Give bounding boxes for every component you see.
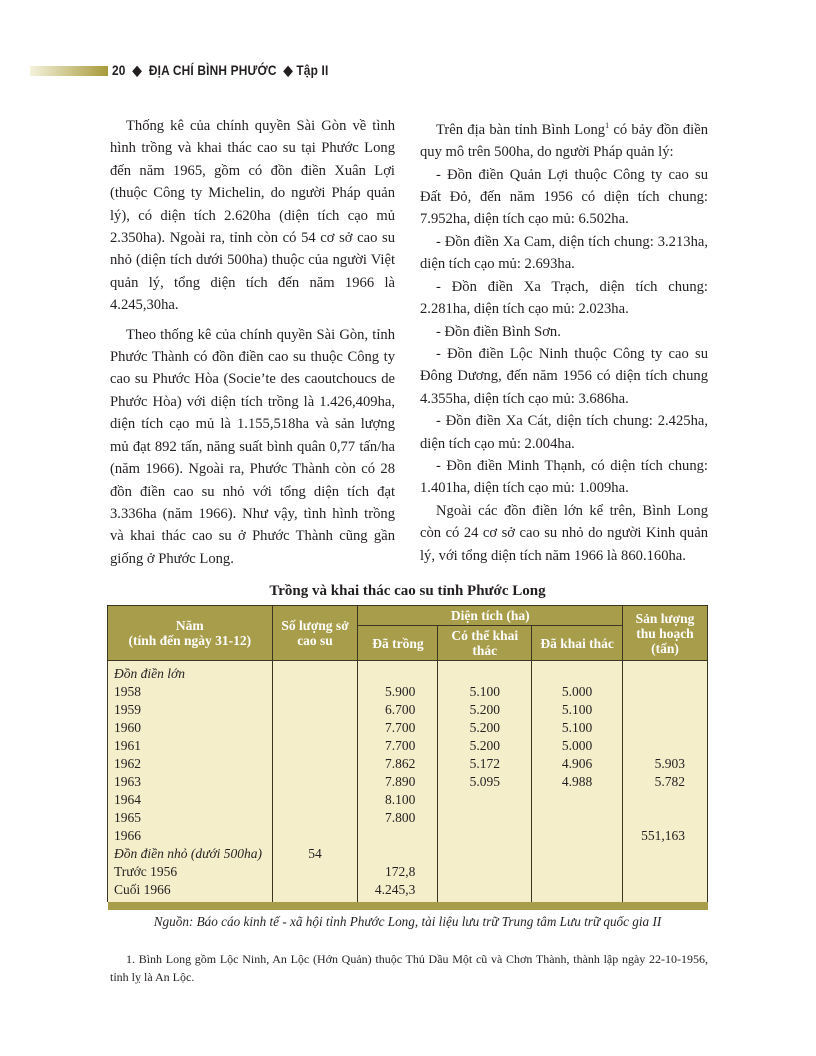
cell-exploitable (438, 863, 532, 881)
cell-exploitable (438, 791, 532, 809)
cell-tapped: 5.000 (532, 737, 623, 755)
cell-planted (358, 661, 438, 684)
cell-planted: 7.700 (358, 719, 438, 737)
cell-tapped (532, 827, 623, 845)
table-row (108, 737, 708, 755)
header-output: Sản lượng thu hoạch (tấn) (623, 606, 708, 661)
cell-label: 1958 (108, 683, 273, 701)
text: Trên địa bàn tỉnh Bình Long (436, 121, 606, 138)
list-item: - Đồn điền Xa Cát, diện tích chung: 2.425ha, diện tích cạo mủ: 2.004ha. (420, 413, 708, 452)
cell-exploitable: 5.200 (438, 719, 532, 737)
table-source: Nguồn: Báo cáo kinh tế - xã hội tỉnh Phước Long, tài liệu lưu trữ Trung tâm Lưu trữ quốc gia II (153, 914, 662, 929)
cell-planted: 5.900 (358, 683, 438, 701)
table-caption: Trồng và khai thác cao su tỉnh Phước Long (269, 583, 546, 599)
cell-count (272, 683, 358, 701)
list-item: - Đồn điền Lộc Ninh thuộc Công ty cao su Đông Dương, đến năm 1956 có diện tích chung 4.355ha, diện tích cạo mủ: 3.686ha. (420, 345, 708, 407)
header-text: (tính đến ngày 31-12) (128, 633, 252, 648)
table-row (108, 719, 708, 737)
cell-label: Cuối 1966 (108, 881, 273, 902)
table-footer-bar (108, 902, 708, 910)
cell-exploitable: 5.095 (438, 773, 532, 791)
header-count: Số lượng sở cao su (272, 606, 358, 661)
header-area: Diện tích (ha) (358, 606, 623, 626)
cell-output (623, 863, 708, 881)
cell-tapped (532, 809, 623, 827)
cell-tapped (532, 881, 623, 902)
cell-label: Đồn điền lớn (108, 661, 273, 684)
bullet-icon: ◆ (132, 62, 142, 78)
cell-tapped: 5.100 (532, 719, 623, 737)
cell-output: 551,163 (623, 827, 708, 845)
cell-label: 1960 (108, 719, 273, 737)
cell-tapped: 4.988 (532, 773, 623, 791)
cell-count (272, 737, 358, 755)
cell-count (272, 661, 358, 684)
cell-count (272, 701, 358, 719)
cell-planted: 8.100 (358, 791, 438, 809)
cell-exploitable (438, 661, 532, 684)
rubber-table (107, 605, 708, 910)
list-item: - Đồn điền Xa Trạch, diện tích chung: 2.281ha, diện tích cạo mủ: 2.023ha. (420, 278, 708, 318)
cell-exploitable (438, 827, 532, 845)
cell-tapped (532, 661, 623, 684)
cell-exploitable (438, 881, 532, 902)
cell-exploitable: 5.200 (438, 737, 532, 755)
cell-output: 5.782 (623, 773, 708, 791)
cell-tapped: 5.000 (532, 683, 623, 701)
cell-tapped (532, 845, 623, 863)
table-row (108, 773, 708, 791)
cell-label: 1965 (108, 809, 273, 827)
footnote: 1. Bình Long gồm Lộc Ninh, An Lộc (Hớn Quản) thuộc Thủ Dầu Một cũ và Chơn Thành, thành lập ngày 22-10-1956, tỉnh lỵ là An Lộc. (110, 952, 708, 984)
cell-planted: 7.890 (358, 773, 438, 791)
page-number: 20 (112, 62, 126, 78)
cell-planted: 7.700 (358, 737, 438, 755)
left-column (110, 115, 395, 577)
cell-output (623, 701, 708, 719)
table-row (108, 881, 708, 902)
cell-planted (358, 845, 438, 863)
header-planted: Đã trồng (358, 626, 438, 661)
cell-label: 1959 (108, 701, 273, 719)
volume: Tập II (296, 62, 329, 78)
table-row (108, 701, 708, 719)
cell-output: 5.903 (623, 755, 708, 773)
cell-count (272, 755, 358, 773)
cell-output (623, 737, 708, 755)
cell-output (623, 683, 708, 701)
list-item: - Đồn điền Xa Cam, diện tích chung: 3.213ha, diện tích cạo mủ: 2.693ha. (420, 233, 708, 273)
cell-tapped (532, 791, 623, 809)
table-row (108, 845, 708, 863)
cell-label: 1961 (108, 737, 273, 755)
list-item: - Đồn điền Quản Lợi thuộc Công ty cao su Đất Đỏ, đến năm 1956 có diện tích chung: 7.952ha, diện tích cạo mủ: 6.502ha. (420, 166, 708, 228)
cell-output (623, 845, 708, 863)
cell-count (272, 791, 358, 809)
paragraph (420, 115, 708, 164)
cell-output (623, 881, 708, 902)
table-row (108, 863, 708, 881)
table-row (108, 661, 708, 684)
cell-planted: 172,8 (358, 863, 438, 881)
cell-count (272, 719, 358, 737)
cell-exploitable: 5.200 (438, 701, 532, 719)
cell-label: Trước 1956 (108, 863, 273, 881)
footnote-ref[interactable]: 1 (605, 121, 610, 130)
book-title: ĐỊA CHÍ BÌNH PHƯỚC (148, 62, 277, 78)
cell-count (272, 773, 358, 791)
cell-count (272, 863, 358, 881)
cell-label: Đồn điền nhỏ (dưới 500ha) (108, 845, 273, 863)
cell-planted: 7.800 (358, 809, 438, 827)
header-text: Năm (175, 618, 204, 633)
cell-label: 1964 (108, 791, 273, 809)
cell-label: 1962 (108, 755, 273, 773)
paragraph: Ngoài các đồn điền lớn kể trên, Bình Long còn có 24 cơ sở cao su nhỏ do người Kinh quản lý, với tổng diện tích năm 1966 là 860.160ha. (420, 502, 708, 564)
header-year (108, 606, 273, 661)
cell-planted (358, 827, 438, 845)
cell-tapped: 5.100 (532, 701, 623, 719)
list-item: - Đồn điền Bình Sơn. (436, 323, 561, 340)
table-row (108, 809, 708, 827)
cell-output (623, 661, 708, 684)
list-item: - Đồn điền Minh Thạnh, có diện tích chung: 1.401ha, diện tích cạo mủ: 1.009ha. (420, 457, 708, 497)
cell-exploitable (438, 809, 532, 827)
cell-tapped (532, 863, 623, 881)
header-tapped: Đã khai thác (532, 626, 623, 661)
cell-planted: 6.700 (358, 701, 438, 719)
cell-exploitable: 5.100 (438, 683, 532, 701)
cell-planted: 4.245,3 (358, 881, 438, 902)
text: có bảy đồn điền quy mô trên 500ha, do người Pháp quản lý: (420, 121, 708, 161)
table-row (108, 791, 708, 809)
paragraph: Thống kê của chính quyền Sài Gòn về tình hình trồng và khai thác cao su tại Phước Long đến năm 1965, gồm có đồn điền Xuân Lợi (thuộc Công ty Michelin, do người Pháp quản lý), có diện tích 2.620ha (diện tích cạo mủ 2.350ha). Ngoài ra, tỉnh còn có 54 cơ sở cao su nhỏ (diện tích dưới 500ha) thuộc của người Việt quản lý, tổng diện tích đến năm 1966 là 4.245,30ha. (110, 118, 395, 314)
table-row (108, 755, 708, 773)
cell-output (623, 791, 708, 809)
cell-output (623, 809, 708, 827)
header-decor-bar (30, 66, 108, 76)
cell-count (272, 881, 358, 902)
bullet-icon: ◆ (283, 62, 293, 78)
cell-output (623, 719, 708, 737)
cell-label: 1966 (108, 827, 273, 845)
cell-exploitable: 5.172 (438, 755, 532, 773)
cell-label: 1963 (108, 773, 273, 791)
cell-tapped: 4.906 (532, 755, 623, 773)
right-column (420, 115, 708, 567)
running-header (112, 62, 328, 79)
cell-count (272, 809, 358, 827)
cell-exploitable (438, 845, 532, 863)
paragraph: Theo thống kê của chính quyền Sài Gòn, tỉnh Phước Thành có đồn điền cao su thuộc Công ty cao su Phước Hòa (Socie’te des caoutchoucs de Phước Hòa) với diện tích trồng là 1.426,409ha, diện tích cạo mủ là 1.155,518ha và sản lượng mủ đạt 892 tấn, năng suất bình quân 0,77 tấn/ha (năm 1966). Ngoài ra, Phước Thành còn có 28 đồn điền cao su nhỏ với tổng diện tích đạt 3.336ha (năm 1966). Như vậy, tình hình trồng và khai thác cao su ở Phước Thành cũng gần giống ở Phước Long. (110, 326, 395, 567)
table-row (108, 827, 708, 845)
cell-planted: 7.862 (358, 755, 438, 773)
cell-count: 54 (272, 845, 358, 863)
cell-count (272, 827, 358, 845)
header-exploitable: Có thể khai thác (438, 626, 532, 661)
table-row (108, 683, 708, 701)
